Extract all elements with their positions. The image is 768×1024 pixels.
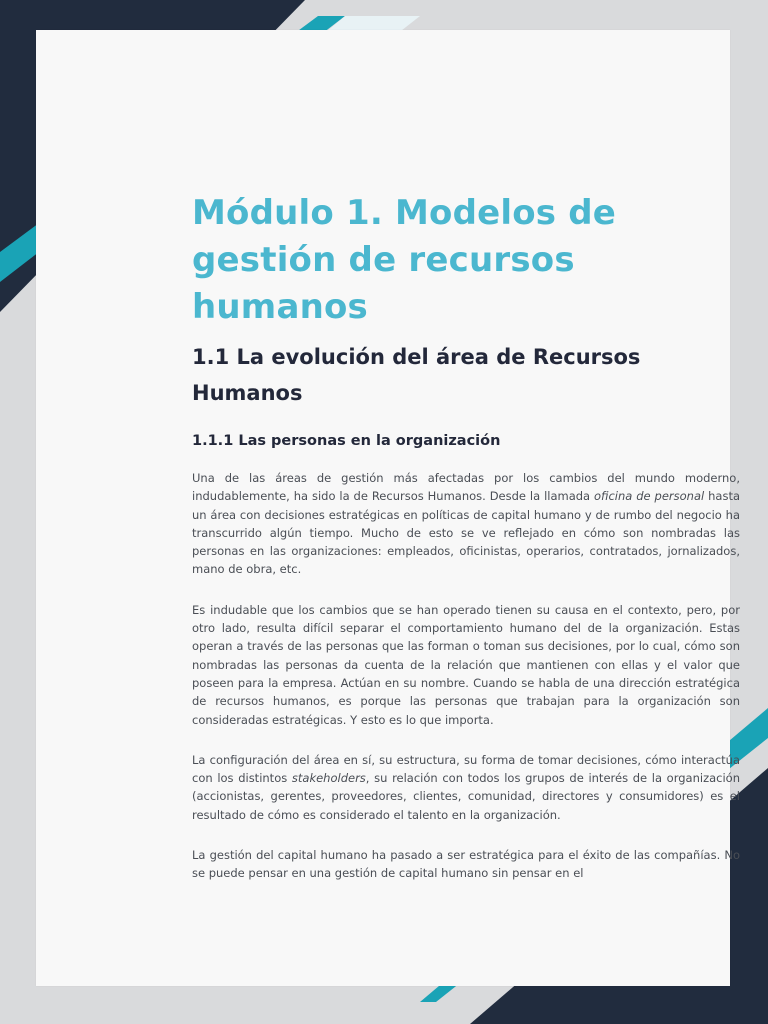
- paragraph-text: Es indudable que los cambios que se han operado tienen su causa en el contexto, pero, por otro lado, resulta difícil separar el comportamiento humano del de la organización. Estas operan a través de las personas que las forman o toman sus decisiones, por lo cual, cómo son nombradas las personas da cuenta de la relación que mantienen con ellas y el valor que poseen para la empresa. Actúan en su nombre. Cuando se habla de una dirección estratégica de recursos humanos, es porque las personas que trabajan para la organización son consideradas estratégicas. Y esto es lo que importa.: [192, 602, 740, 727]
- italic-term: stakeholders: [291, 771, 366, 786]
- paragraph-text: , su relación con todos los grupos de interés de la organización (accionistas, gerentes, proveedores, clientes, comunidad, directores y consumidores) es el resultado de cómo es considerado el talento en la organización.: [192, 771, 740, 822]
- paragraph-text: Una de las áreas de gestión más afectadas por los cambios del mundo moderno, indudablemente, ha sido la de Recursos Humanos. Desde la llamada: [192, 471, 740, 504]
- paragraph-1: [192, 469, 740, 579]
- paragraph-text: hasta un área con decisiones estratégicas en políticas de capital humano y de rumbo del negocio ha transcurrido algún tiempo. Mucho de esto se ve reflejado en cómo son nombradas las personas en las organizaciones: empleados, oficinistas, operarios, contratados, jornalizados, mano de obra, etc.: [192, 489, 740, 577]
- paragraph-4: [192, 846, 740, 883]
- section-title: 1.1 La evolución del área de Recursos Humanos: [192, 345, 641, 405]
- document-page: [36, 30, 740, 986]
- document-content: [192, 190, 740, 883]
- subsection-title: 1.1.1 Las personas en la organización: [192, 433, 501, 449]
- paragraph-text: La gestión del capital humano ha pasado a ser estratégica para el éxito de las compañías. No se puede pensar en una gestión de capital humano sin pensar en el: [192, 848, 740, 881]
- module-title: Módulo 1. Modelos de gestión de recursos humanos: [192, 193, 617, 327]
- italic-term: oficina de personal: [594, 489, 705, 504]
- paragraph-text: La configuración del área en sí, su estructura, su forma de tomar decisiones, cómo interactúa con los distintos: [192, 752, 740, 786]
- paragraph-3: [192, 751, 740, 824]
- paragraph-2: [192, 601, 740, 729]
